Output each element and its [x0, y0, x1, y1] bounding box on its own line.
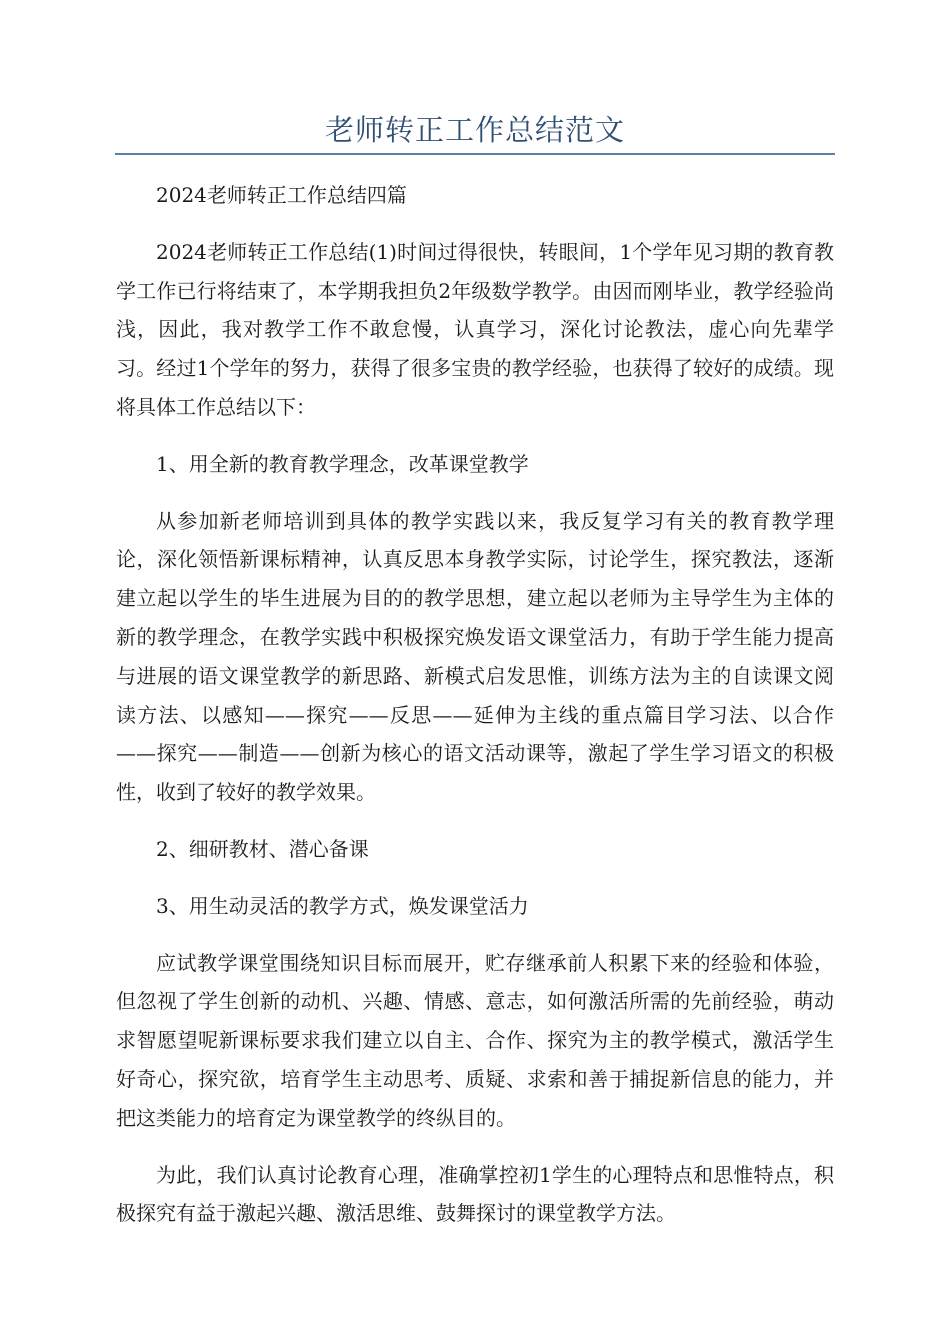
- document-title: 老师转正工作总结范文: [324, 113, 625, 147]
- section-heading-1: 1、用全新的教育教学理念，改革课堂教学: [156, 451, 529, 476]
- document-body: [116, 176, 834, 1251]
- section-heading-3: 3、用生动灵活的教学方式，焕发课堂活力: [156, 893, 529, 918]
- paragraph-intro: 2024老师转正工作总结(1)时间过得很快，转眼间，1个学年见习期的教育教学工作已行将结束了，本学期我担负2年级数学教学。由因而刚毕业，教学经验尚浅，因此，我对教学工作不敢怠慢，认真学习，深化讨论教法，虚心向先辈学习。经过1个学年的努力，获得了很多宝贵的教学经验，也获得了较好的成绩。现将具体工作总结以下：: [116, 239, 834, 419]
- section-heading-2: 2、细研教材、潜心备课: [156, 836, 369, 861]
- paragraph-subtitle: 2024老师转正工作总结四篇: [156, 183, 407, 207]
- title-underline: [115, 153, 835, 155]
- paragraph-section-3: 应试教学课堂围绕知识目标而展开，贮存继承前人积累下来的经验和体验，但忽视了学生创新的动机、兴趣、情感、意志，如何激活所需的先前经验，萌动求智愿望呢新课标要求我们建立以自主、合作、探究为主的教学模式，激活学生好奇心，探究欲，培育学生主动思考、质疑、求索和善于捕捉新信息的能力，并把这类能力的培育定为课堂教学的终纵目的。: [116, 950, 834, 1130]
- paragraph-closing: 为此，我们认真讨论教育心理，准确掌控初1学生的心理特点和思惟特点，积极探究有益于激起兴趣、激活思维、鼓舞探讨的课堂教学方法。: [116, 1162, 834, 1226]
- paragraph-section-1: 从参加新老师培训到具体的教学实践以来，我反复学习有关的教育教学理论，深化领悟新课标精神，认真反思本身教学实际，讨论学生，探究教法，逐渐建立起以学生的毕生进展为目的的教学思想，建立起以老师为主导学生为主体的新的教学理念，在教学实践中积极探究焕发语文课堂活力，有助于学生能力提高与进展的语文课堂教学的新思路、新模式启发思惟，训练方法为主的自读课文阅读方法、以感知——探究——反思——延伸为主线的重点篇目学习法、以合作——探究——制造——创新为核心的语文活动课等，激起了学生学习语文的积极性，收到了较好的教学效果。: [116, 508, 834, 805]
